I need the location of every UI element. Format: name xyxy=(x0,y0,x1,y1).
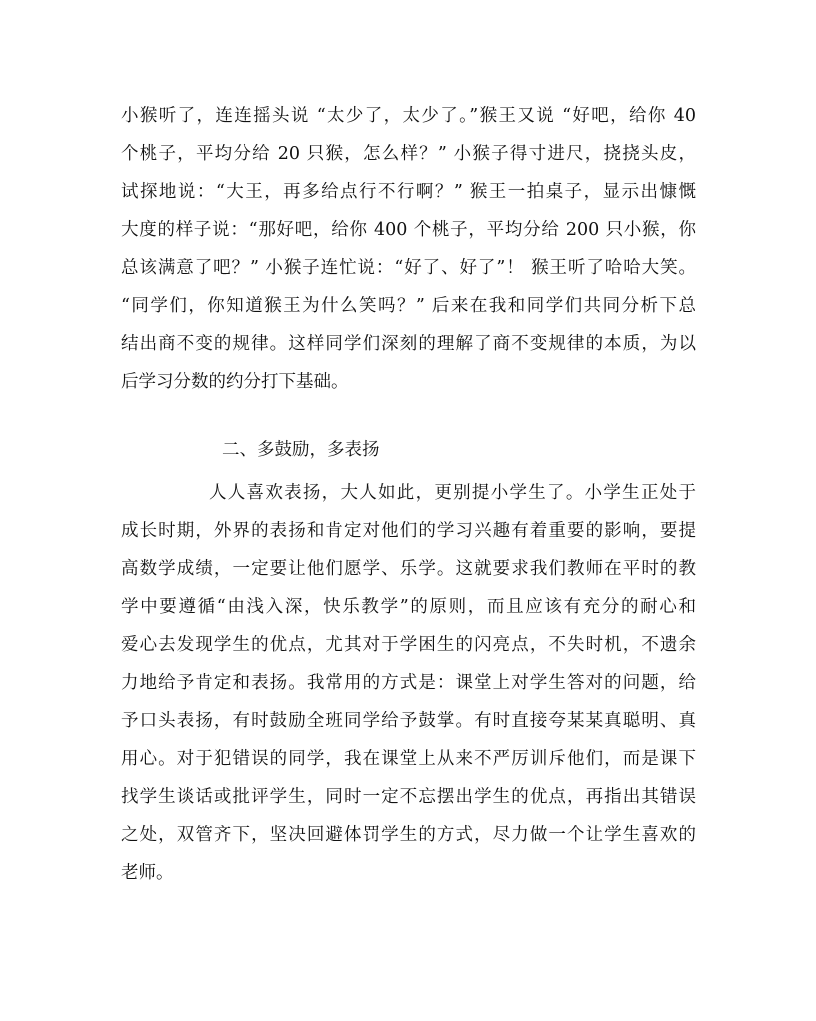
paragraph-2-line-5: 爱心去发现学生的优点，尤其对于学困生的闪亮点，不失时机，不遗余 xyxy=(121,635,696,655)
paragraph-2-line-2: 成长时期，外界的表扬和肯定对他们的学习兴趣有着重要的影响，要提 xyxy=(121,521,696,541)
paragraph-2-line-1: 人人喜欢表扬，大人如此，更别提小学生了。小学生正处于 xyxy=(209,483,696,503)
paragraph-1-line-7: 结出商不变的规律。这样同学们深刻的理解了商不变规律的本质，为以 xyxy=(121,334,696,354)
paragraph-2-line-11: 老师。 xyxy=(121,863,174,883)
paragraph-1-line-8: 后学习分数的约分打下基础。 xyxy=(121,372,349,392)
paragraph-1-line-5: 总该满意了吧？” 小猴子连忙说：“好了、好了”！ 猴王听了哈哈大笑。 xyxy=(121,258,696,278)
section-heading: 二、多鼓励，多表扬 xyxy=(222,440,380,460)
paragraph-1-line-3: 试探地说：“大王，再多给点行不行啊？” 猴王一拍桌子，显示出慷慨 xyxy=(121,182,696,202)
paragraph-2-line-8: 用心。对于犯错误的同学，我在课堂上从来不严厉训斥他们，而是课下 xyxy=(121,749,696,769)
paragraph-1-line-2: 个桃子，平均分给 20 只猴，怎么样？” 小猴子得寸进尺，挠挠头皮， xyxy=(121,144,696,164)
paragraph-2-line-6: 力地给予肯定和表扬。我常用的方式是：课堂上对学生答对的问题，给 xyxy=(121,673,696,693)
paragraph-2-line-3: 高数学成绩，一定要让他们愿学、乐学。这就要求我们教师在平时的教 xyxy=(121,559,696,579)
paragraph-2-line-4: 学中要遵循“由浅入深，快乐教学”的原则，而且应该有充分的耐心和 xyxy=(121,597,696,617)
paragraph-1-line-6: “同学们，你知道猴王为什么笑吗？” 后来在我和同学们共同分析下总 xyxy=(121,296,696,316)
paragraph-1-line-1: 小猴听了，连连摇头说 “太少了，太少了。”猴王又说 “好吧，给你 40 xyxy=(121,106,696,126)
paragraph-2-line-10: 之处，双管齐下，坚决回避体罚学生的方式，尽力做一个让学生喜欢的 xyxy=(121,825,696,845)
paragraph-2-line-9: 找学生谈话或批评学生，同时一定不忘摆出学生的优点，再指出其错误 xyxy=(121,787,696,807)
paragraph-2-line-7: 予口头表扬，有时鼓励全班同学给予鼓掌。有时直接夸某某真聪明、真 xyxy=(121,711,696,731)
paragraph-1-line-4: 大度的样子说：“那好吧，给你 400 个桃子，平均分给 200 只小猴，你 xyxy=(121,220,696,240)
